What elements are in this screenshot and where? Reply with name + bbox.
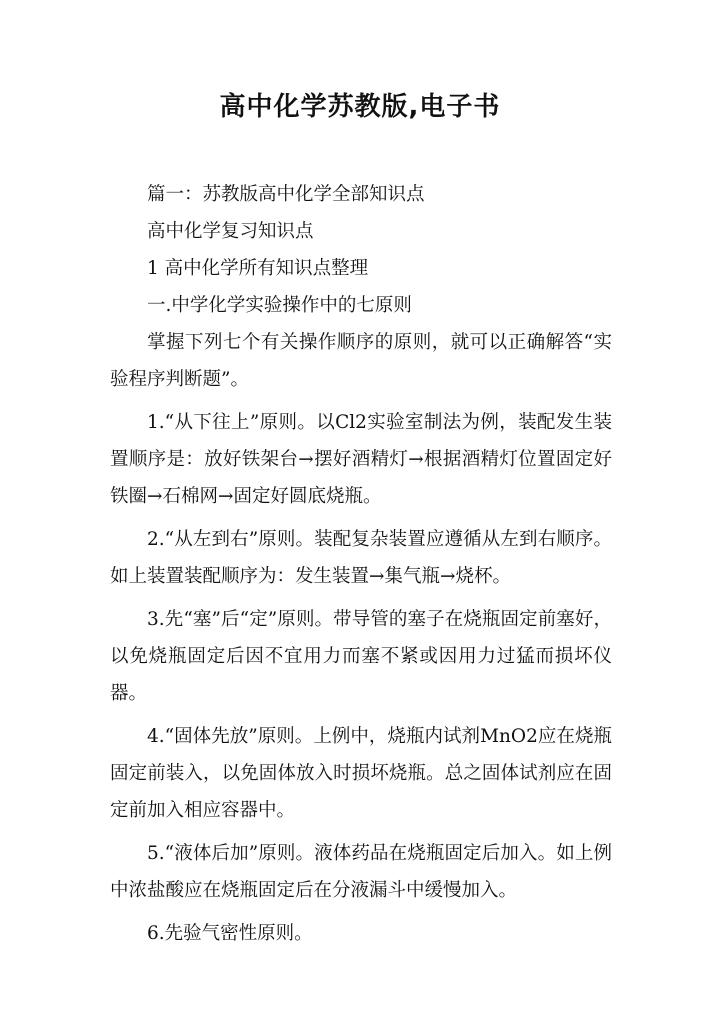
paragraph: 6.先验气密性原则。 bbox=[147, 923, 313, 944]
paragraph: 一.中学化学实验操作中的七原则 bbox=[147, 295, 412, 316]
paragraph: 1 高中化学所有知识点整理 bbox=[147, 258, 369, 279]
paragraph: 5.“液体后加”原则。液体药品在烧瓶固定后加入。如上例中浓盐酸应在烧瓶固定后在分液漏斗中缓慢加入。 bbox=[110, 843, 612, 901]
paragraph: 3.先“塞”后“定”原则。带导管的塞子在烧瓶固定前塞好，以免烧瓶固定后因不宜用力而塞不紧或因用力过猛而损坏仪器。 bbox=[110, 609, 612, 704]
paragraph: 4.“固体先放”原则。上例中，烧瓶内试剂MnO2应在烧瓶固定前装入，以免固体放入时损坏烧瓶。总之固体试剂应在固定前加入相应容器中。 bbox=[110, 726, 612, 821]
paragraph: 掌握下列七个有关操作顺序的原则，就可以正确解答“实验程序判断题”。 bbox=[110, 332, 612, 390]
paragraph: 1.“从下往上”原则。以Cl2实验室制法为例，装配发生装置顺序是：放好铁架台→摆好酒精灯→根据酒精灯位置固定好铁圈→石棉网→固定好圆底烧瓶。 bbox=[110, 412, 612, 507]
document-body bbox=[110, 176, 612, 952]
paragraph: 篇一：苏教版高中化学全部知识点 bbox=[147, 184, 425, 205]
paragraph: 高中化学复习知识点 bbox=[147, 221, 314, 242]
document-title: 高中化学苏教版,电子书 bbox=[219, 92, 501, 122]
paragraph: 2.“从左到右”原则。装配复杂装置应遵循从左到右顺序。如上装置装配顺序为：发生装置→集气瓶→烧杯。 bbox=[110, 529, 612, 587]
